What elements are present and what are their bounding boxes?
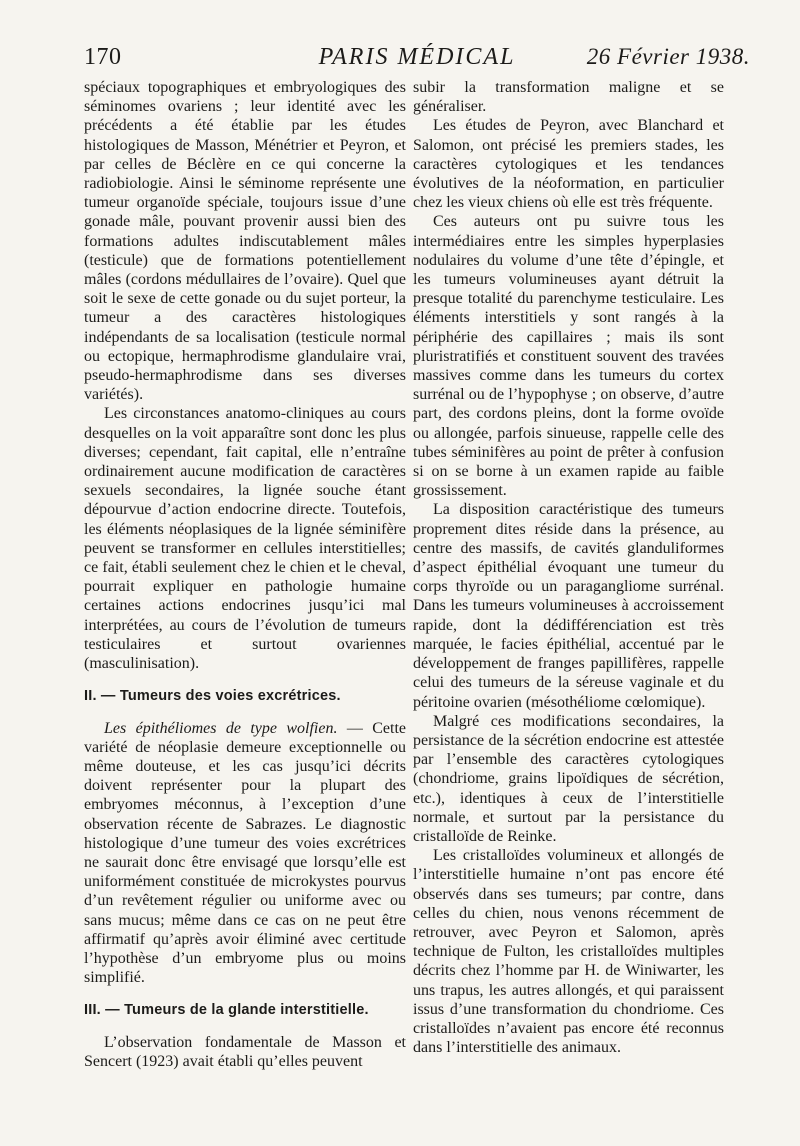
paragraph: spéciaux topographiques et embryologiques des séminomes ovariens ; leur identité avec les précédents a été établie par les études histologiques de Masson, Ménétrier et Peyron, et par celles de Béclère en ce qui concerne la radiobiologie. Ainsi le séminome représente une tumeur organoïde spéciale, toujours issue d’une gonade mâle, pouvant provenir aussi bien des formations adultes indiscutablement mâles (testicule) que de formations potentiellement mâles (cordons médullaires de l’ovaire). Quel que soit le sexe de cette gonade ou du sujet porteur, la tumeur a des caractères histologiques indépendants de sa localisation (testicule normal ou ectopique, hermaphrodisme glandulaire vrai, pseudo-hermaphrodisme dans ses diverses variétés).	[84, 79, 406, 404]
issue-date: 26 Février 1938.	[586, 44, 750, 69]
paragraph: Malgré ces modifications secondaires, la persistance de la sécrétion endocrine est attestée par l’ensemble des caractères cytologiques (chondriome, grains lipoïdiques de sécrétion, etc.), identiques à ceux de l’interstitielle normale, et surtout par la persistance du cristalloïde de Reinke.	[413, 712, 724, 845]
paragraph-subtitle: Les épithéliomes de type wolfien.	[104, 719, 338, 737]
paragraph: Les études de Peyron, avec Blanchard et Salomon, ont précisé les premiers stades, les caractères cytologiques et les tendances évolutives de la néoformation, en particulier chez les vieux chiens où elle est très fréquente.	[413, 117, 724, 212]
running-header	[84, 44, 750, 80]
paragraph: L’observation fondamentale de Masson et Sencert (1923) avait établi qu’elles peuvent	[84, 1033, 406, 1070]
paragraph: Les circonstances anatomo-cliniques au cours desquelles on la voit apparaître sont donc les plus diverses; cependant, fait capital, elle n’entraîne ordinairement aucune modification de caractères sexuels secondaires, la lignée souche étant dépourvue d’action endocrine directe. Toutefois, les éléments néoplasiques de la lignée séminifère peuvent se transformer en cellules interstitielles; ce fait, établi seulement chez le chien et le cheval, pourrait expliquer en pathologie humaine certaines actions endocrines jusqu’ici mal interprétées, au cours de l’évolution de tumeurs testiculaires et surtout ovariennes (masculinisation).	[84, 405, 406, 673]
paragraph: Les cristalloïdes volumineux et allongés de l’interstitielle humaine n’ont pas encore été observés dans ses tumeurs; par contre, dans celles du chien, nous venons récemment de retrouver, avec Peyron et Salomon, après technique de Fulton, les cristalloïdes multiples décrits chez l’homme par H. de Winiwarter, les uns trapus, les autres allongés, et qui paraissent issus d’une transformation du chondriome. Ces cristalloïdes n’avaient pas encore été reconnus dans l’interstitielle des animaux.	[413, 847, 724, 1057]
paragraph: La disposition caractéristique des tumeurs proprement dites réside dans la présence, au centre des massifs, de cavités glanduliformes d’aspect épithélial évoquant une tumeur du corps thyroïde ou un paragangliome surrénal. Dans les tumeurs volumineuses à accroissement rapide, dont la dédifférenciation est très marquée, le facies épithélial, accentué par le développement de franges papillifères, rappelle celui des tumeurs de la séreuse vaginale et du péritoine ovarien (mésothéliome cœlomique).	[413, 501, 724, 711]
journal-title: PARIS MÉDICAL	[318, 44, 516, 70]
section-heading-excretory: II. — Tumeurs des voies excrétrices.	[84, 688, 341, 705]
paragraph: Ces auteurs ont pu suivre tous les intermédiaires entre les simples hyperplasies nodulaires du volume d’une tête d’épingle, et les tumeurs volumineuses ayant détruit la presque totalité du parenchyme testiculaire. Les éléments interstitiels y sont rangés à la périphérie des capillaires ; mais ils sont pluristratifiés et constituent souvent des travées massives comme dans les tumeurs du cortex surrénal ou de l’hypophyse ; on observe, d’autre part, des cordons pleins, dont la forme ovoïde ou allongée, parfois sinueuse, rappelle celle des tubes séminifères au point de prêter à confusion si on se borne à un examen rapide au faible grossissement.	[413, 213, 724, 500]
section-heading-interstitial: III. — Tumeurs de la glande interstitielle.	[84, 1002, 369, 1019]
paragraph: subir la transformation maligne et se généraliser.	[413, 79, 724, 116]
page-number: 170	[84, 44, 122, 70]
left-column	[84, 78, 406, 1071]
paragraph-body: — Cette variété de néoplasie demeure exceptionnelle ou même douteuse, et les cas jusqu’ici décrits doivent représenter pour la plupart des embryomes méconnus, à l’exception d’une observation récente de Sabrazes. Le diagnostic histologique d’une tumeur des voies excrétrices ne saurait donc être envisagé que lorsqu’elle est uniformément constituée de microkystes pourvus d’un revêtement régulier ou uniforme avec ou sans mucus; même dans ce cas on ne peut être affirmatif qu’après avoir éliminé avec certitude l’hypothèse d’un embryome plus ou moins simplifié.	[84, 719, 407, 987]
right-column	[413, 78, 724, 1057]
paragraph	[84, 719, 406, 988]
